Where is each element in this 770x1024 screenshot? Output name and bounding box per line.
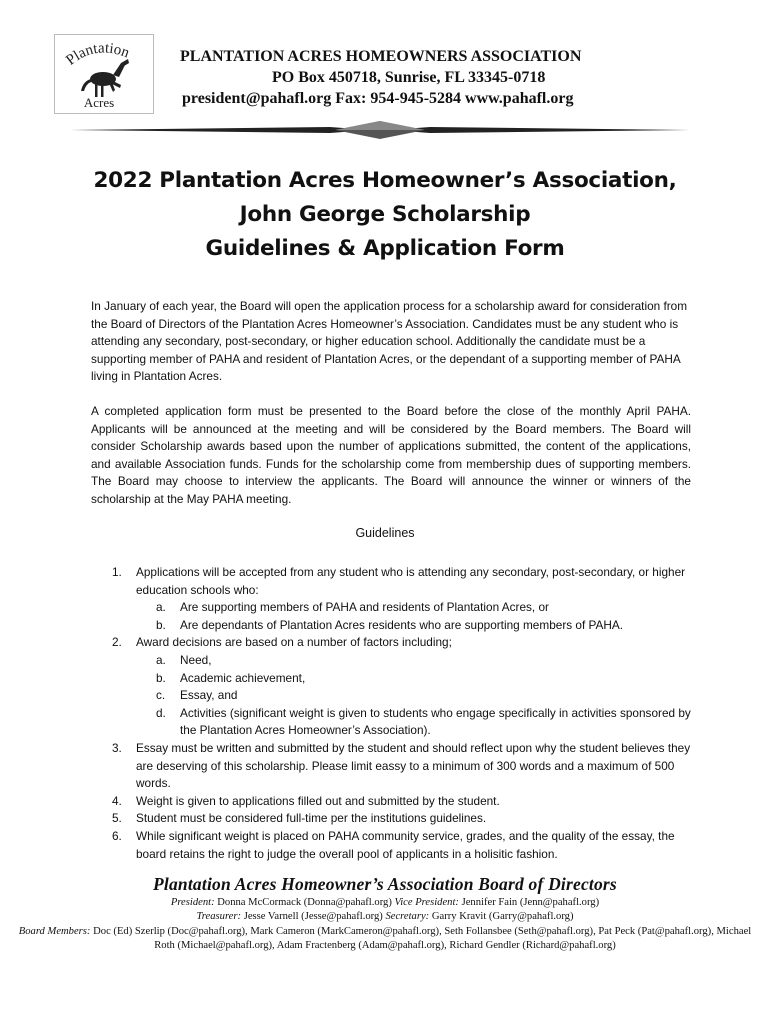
board-directory (10, 896, 760, 954)
members-value: Doc (Ed) Szerlip (Doc@pahafl.org), Mark Cameron (MarkCameron@pahafl.org), Seth Follansbee (Seth@pahafl.org), Pat Peck (Pat@pahafl.org), Michael Roth (Michael@pahafl.org), Adam Fractenberg (Adam@pahafl.org), Richard Gendler (Richard@pahafl.org) (93, 925, 752, 952)
president-label: President: (170, 897, 215, 908)
intro-paragraph: In January of each year, the Board will open the application process for a scholarship award for consideration from the Board of Directors of the Plantation Acres Homeowner’s Association. Candidates must be any student who is attending any secondary, post-secondary, or higher education school. Additionally the candidate must be a supporting member of PAHA and resident of Plantation Acres, or the dependant of a supporting member of PAHA living in Plantation Acres. (91, 299, 688, 384)
guideline-text: While significant weight is placed on PAHA community service, grades, and the quality of the essay, the board retains the right to judge the overall pool of applicants in a holisitic fashion. (136, 828, 675, 861)
guideline-item (106, 828, 696, 863)
guideline-number: 1. (112, 565, 122, 579)
letterhead (160, 46, 640, 109)
guideline-subitem (156, 687, 696, 705)
guideline-number: 2. (112, 635, 122, 650)
title-line-1: 2022 Plantation Acres Homeowner’s Association, (93, 168, 677, 193)
decorative-divider (70, 118, 690, 142)
guideline-subitem (156, 705, 696, 740)
guideline-number: 4. (112, 793, 122, 808)
treasurer-label: Treasurer: (196, 911, 242, 923)
guideline-subitem (156, 652, 696, 670)
officers-line-2 (10, 910, 760, 924)
treasurer-value: Jesse Varnell (Jesse@pahafl.org) (243, 911, 383, 923)
subitem-text: Activities (significant weight is given to students who engage specifically in activities sponsored by the Plantation Acres Homeowner’s Association). (180, 705, 691, 738)
guideline-subitem (156, 599, 696, 617)
application-paragraph: A completed application form must be presented to the Board before the close of the monthly April PAHA. Applicants will be announced at the meeting and will be considered by the Board members. The Board will consider Scholarship awards based upon the number of applications submitted, the content of the applications, and available Association funds. Funds for the scholarship come from membership dues of supporting members. The Board may choose to interview the applicants. The Board will announce the winner or winners of the scholarship at the May PAHA meeting. (91, 404, 691, 506)
guideline-subitem (156, 670, 696, 688)
subitem-letter: a. (156, 600, 166, 615)
subitem-text: Are supporting members of PAHA and residents of Plantation Acres, or (180, 600, 549, 615)
secretary-value: Garry Kravit (Garry@pahafl.org) (431, 911, 574, 923)
guideline-number: 6. (112, 828, 122, 843)
vp-value: Jennifer Fain (Jenn@pahafl.org) (461, 897, 600, 908)
guideline-text: Award decisions are based on a number of factors including; (136, 635, 452, 650)
logo-text-plantation: Plantation (63, 40, 132, 69)
guideline-item (106, 564, 696, 599)
officers-line-1 (10, 896, 760, 910)
subitem-text: Need, (180, 652, 212, 667)
subitem-text: Essay, and (180, 688, 238, 703)
org-name: PLANTATION ACRES HOMEOWNERS ASSOCIATION (180, 48, 582, 65)
guideline-item (106, 810, 696, 828)
guideline-text: Weight is given to applications filled out and submitted by the student. (136, 793, 500, 808)
title-line-2: John George Scholarship (239, 202, 531, 227)
guideline-text: Essay must be written and submitted by the student and should reflect upon why the student believes they are deserving of this scholarship. Please limit eassy to a minimum of 300 words and a maximum of 500 words. (136, 740, 691, 791)
guideline-subitem (156, 617, 696, 635)
org-contact: president@pahafl.org Fax: 954-945-5284 www.pahafl.org (182, 90, 574, 107)
association-logo (54, 34, 154, 114)
logo-text-acres: Acres (83, 95, 115, 110)
board-members (10, 925, 760, 954)
guideline-number: 5. (112, 811, 122, 826)
subitem-letter: c. (156, 688, 166, 703)
guidelines-heading: Guidelines (355, 526, 415, 540)
guideline-item (106, 793, 696, 811)
subitem-letter: b. (156, 670, 166, 685)
subitem-letter: b. (156, 617, 166, 632)
president-value: Donna McCormack (Donna@pahafl.org) (217, 897, 392, 908)
members-label: Board Members: (18, 925, 91, 937)
horse-logo-icon (55, 35, 153, 113)
subitem-text: Are dependants of Plantation Acres residents who are supporting members of PAHA. (180, 617, 624, 632)
vp-label: Vice President: (394, 897, 459, 908)
guideline-item (106, 634, 696, 652)
subitem-letter: d. (156, 705, 166, 720)
org-address: PO Box 450718, Sunrise, FL 33345-0718 (272, 69, 546, 86)
subitem-letter: a. (156, 652, 166, 667)
guideline-number: 3. (112, 740, 122, 755)
subitem-text: Academic achievement, (180, 670, 306, 685)
board-title: Plantation Acres Homeowner’s Association Board of Directors (153, 874, 617, 894)
guideline-item (106, 740, 696, 793)
guidelines-list (106, 564, 696, 863)
document-title (40, 164, 730, 266)
guideline-text: Applications will be accepted from any student who is attending any secondary, post-secondary, or higher education schools who: (136, 565, 686, 597)
secretary-label: Secretary: (385, 911, 430, 923)
guideline-text: Student must be considered full-time per the institutions guidelines. (136, 811, 487, 826)
title-line-3: Guidelines & Application Form (205, 236, 565, 261)
